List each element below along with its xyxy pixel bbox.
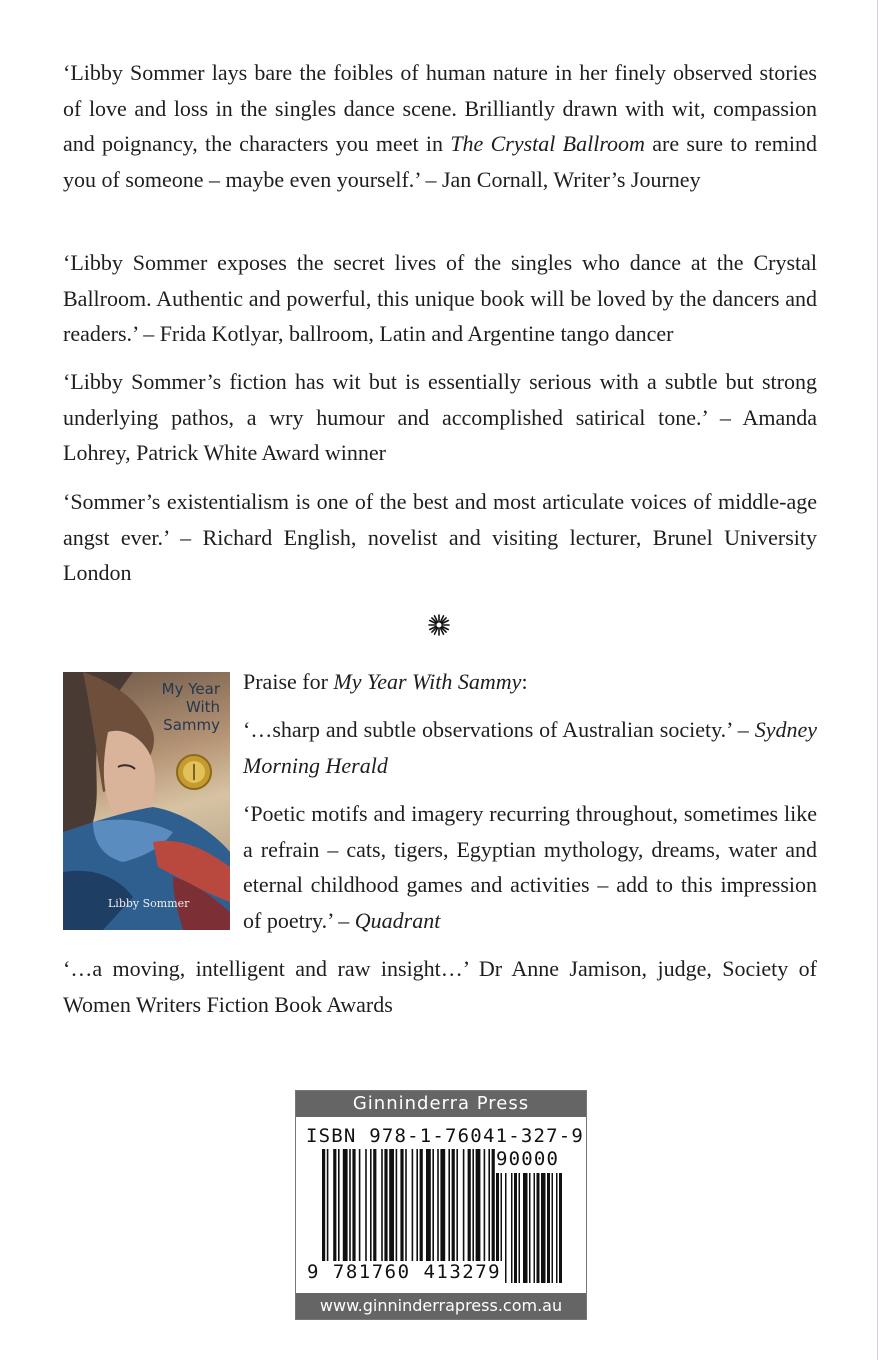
review-quote-kotlyar: ‘Libby Sommer exposes the secret lives of the singles who dance at the Crystal Ballroom. Authentic and powerful, this unique book will be loved by the dancers and readers.’ – Frida Kotlyar, ballroom, Latin and Argentine tango dancer (63, 250, 817, 346)
praise-quote-jamison: ‘…a moving, intelligent and raw insight…’ Dr Anne Jamison, judge, Society of Women Writers Fiction Book Awards (63, 956, 817, 1017)
cover-title-line: With (185, 698, 220, 716)
cover-title-line: Sammy (163, 716, 220, 734)
review-quote-cornall (63, 55, 817, 197)
page-edge-line (877, 0, 878, 1360)
ean-digits: 9 781760 413279 (307, 1261, 502, 1283)
review-quote-lohrey: ‘Libby Sommer’s fiction has wit but is essentially serious with a subtle but strong underlying pathos, a wry humour and accomplished satirical tone.’ – Amanda Lohrey, Patrick White Award winner (63, 369, 817, 465)
praise-heading-text: Praise for (243, 669, 334, 694)
book-title-italic: The Crystal Ballroom (450, 131, 645, 156)
cover-title (162, 680, 220, 734)
publisher-label: Ginninderra Press (296, 1091, 586, 1117)
praise-heading (243, 664, 817, 700)
quote-text: ‘Libby Sommer lays bare the foibles of human nature in her finely observed stories of love and loss in the singles dance scene. Brilliantly drawn with wit, compassion and poignancy, the characters you meet in (63, 60, 817, 156)
publisher-url: www.ginninderrapress.com.au (296, 1293, 586, 1319)
praise-quote-quadrant (243, 796, 817, 938)
book-cover-image (63, 672, 230, 930)
cover-author: Libby Sommer (108, 897, 190, 910)
praise-heading-colon: : (521, 669, 528, 694)
book-title-italic: My Year With Sammy (333, 669, 522, 694)
quote-text: are sure to remind you of someone – maybe even yourself.’ – Jan Cornall, Writer’s Journey (63, 131, 817, 192)
isbn-number: ISBN 978-1-76041-327-9 (306, 1125, 585, 1147)
praise-quote-smh (243, 712, 817, 783)
source-italic: Quadrant (354, 907, 441, 933)
cover-title-line: My Year (161, 680, 220, 698)
source-italic: Sydney Morning Herald (243, 717, 817, 778)
review-quote-english: ‘Sommer’s existentialism is one of the best and most articulate voices of middle-age angst ever.’ – Richard English, novelist and visiting lecturer, Brunel University London (63, 489, 817, 585)
isbn-barcode-block (295, 1090, 587, 1320)
quote-text: ‘Poetic motifs and imagery recurring throughout, sometimes like a refrain – cats, tigers, Egyptian mythology, dreams, water and eternal childhood games and activities – add to this impression of poetry.’ – (243, 801, 817, 933)
price-code: 90000 (496, 1148, 560, 1170)
asterisk-icon (428, 614, 450, 636)
quote-text: ‘…sharp and subtle observations of Australian society.’ – (243, 717, 755, 742)
